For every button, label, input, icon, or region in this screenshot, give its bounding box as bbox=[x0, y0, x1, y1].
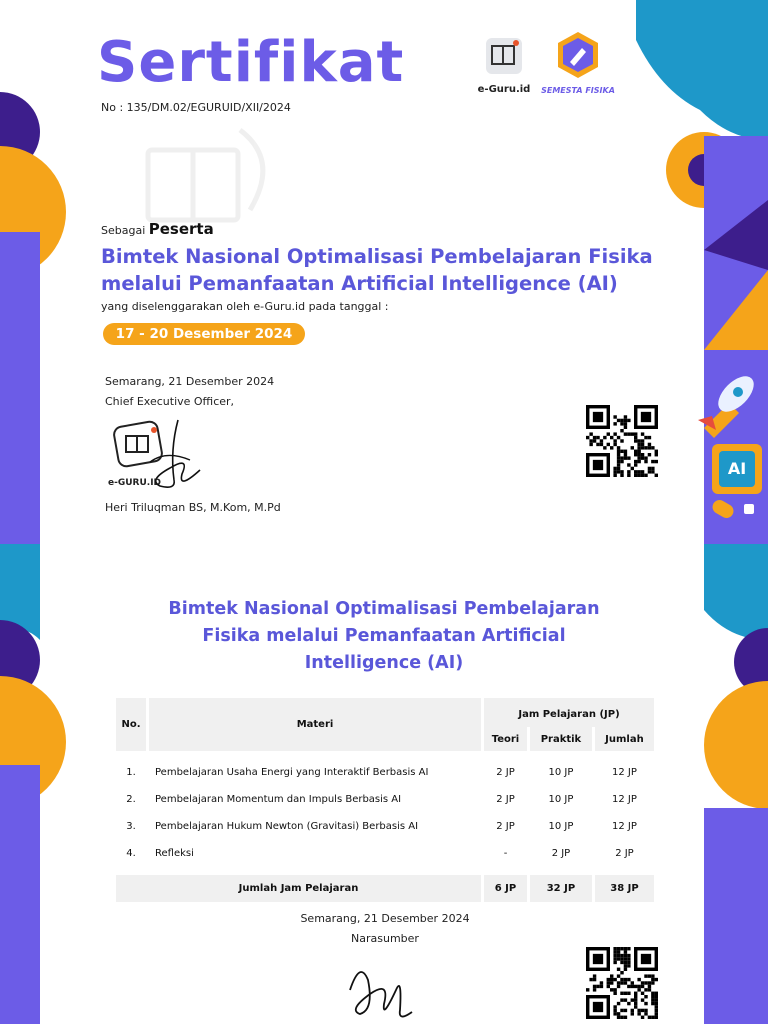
row-jumlah: 12 JP bbox=[612, 794, 637, 805]
total-row bbox=[116, 875, 654, 902]
table-row bbox=[116, 813, 654, 840]
header-teori: Teori bbox=[484, 727, 527, 751]
eguru-logo-label: e-Guru.id bbox=[477, 84, 531, 95]
row-praktik: 2 JP bbox=[551, 848, 571, 859]
header-no: No. bbox=[116, 698, 146, 751]
total-label: Jumlah Jam Pelajaran bbox=[116, 875, 481, 902]
row-materi: Pembelajaran Usaha Energi yang Interaktif Berbasis AI bbox=[155, 767, 429, 778]
header-materi: Materi bbox=[149, 698, 481, 751]
table-row bbox=[116, 786, 654, 813]
table-row bbox=[116, 759, 654, 786]
certificate-number: No : 135/DM.02/EGURUID/XII/2024 bbox=[101, 101, 291, 114]
qr-code bbox=[586, 405, 658, 477]
place-date: Semarang, 21 Desember 2024 bbox=[105, 375, 275, 388]
row-materi: Pembelajaran Hukum Newton (Gravitasi) Berbasis AI bbox=[155, 821, 419, 832]
header-jumlah: Jumlah bbox=[595, 727, 654, 751]
role-prefix: Sebagai bbox=[101, 224, 146, 237]
qr-code bbox=[586, 947, 658, 1019]
course-title bbox=[101, 243, 681, 297]
row-teori: 2 JP bbox=[496, 767, 515, 778]
eguru-logo-icon bbox=[482, 34, 526, 78]
table-row bbox=[116, 840, 654, 867]
row-no: 3. bbox=[126, 821, 136, 832]
table-title-line3: Intelligence (AI) bbox=[304, 653, 464, 673]
row-teori: 2 JP bbox=[496, 821, 515, 832]
signer-name: Heri Triluqman BS, M.Kom, M.Pd bbox=[105, 501, 281, 514]
role: Peserta bbox=[148, 220, 214, 238]
role-line bbox=[101, 220, 214, 238]
ceo-signature bbox=[130, 410, 210, 500]
course-title-line2: melalui Pemanfaatan Artificial Intelligence (AI) bbox=[101, 272, 618, 295]
semesta-fisika-logo bbox=[540, 30, 616, 95]
eguru-logo bbox=[474, 34, 534, 95]
total-praktik: 32 JP bbox=[530, 875, 592, 902]
jp-table bbox=[113, 698, 657, 902]
row-no: 4. bbox=[126, 848, 136, 859]
row-no: 1. bbox=[126, 767, 136, 778]
row-jumlah: 12 JP bbox=[612, 821, 637, 832]
row-praktik: 10 JP bbox=[548, 767, 574, 778]
speaker-signature bbox=[340, 950, 420, 1024]
ai-badge-label: AI bbox=[719, 451, 755, 487]
row-materi: Refleksi bbox=[155, 848, 194, 859]
row-teori: - bbox=[503, 848, 508, 859]
footer-role: Narasumber bbox=[351, 932, 419, 945]
row-jumlah: 2 JP bbox=[615, 848, 634, 859]
row-materi: Pembelajaran Momentum dan Impuls Berbasis AI bbox=[155, 794, 402, 805]
semesta-fisika-logo-icon bbox=[554, 30, 602, 80]
total-jumlah: 38 JP bbox=[595, 875, 654, 902]
date-range-badge: 17 - 20 Desember 2024 bbox=[103, 323, 305, 345]
table-title bbox=[114, 596, 654, 677]
course-title-line1: Bimtek Nasional Optimalisasi Pembelajaran Fisika bbox=[101, 245, 653, 268]
row-praktik: 10 JP bbox=[548, 821, 574, 832]
table-title-line2: Fisika melalui Pemanfaatan Artificial bbox=[202, 626, 566, 646]
header-jp: Jam Pelajaran (JP) bbox=[484, 698, 654, 727]
signer-title: Chief Executive Officer, bbox=[105, 395, 235, 408]
certificate-title: Sertifikat bbox=[97, 30, 405, 95]
rocket-icon bbox=[694, 368, 760, 438]
table-title-line1: Bimtek Nasional Optimalisasi Pembelajaran bbox=[168, 599, 600, 619]
decorative-dot bbox=[744, 504, 754, 514]
row-jumlah: 12 JP bbox=[612, 767, 637, 778]
semesta-fisika-logo-label: SEMESTA FISIKA bbox=[541, 86, 615, 95]
row-no: 2. bbox=[126, 794, 136, 805]
header-praktik: Praktik bbox=[530, 727, 592, 751]
held-by-text: yang diselenggarakan oleh e-Guru.id pada tanggal : bbox=[101, 300, 389, 313]
row-teori: 2 JP bbox=[496, 794, 515, 805]
row-praktik: 10 JP bbox=[548, 794, 574, 805]
stamp-label: e-GURU.ID bbox=[108, 478, 162, 488]
total-teori: 6 JP bbox=[484, 875, 527, 902]
ai-chip-icon bbox=[712, 444, 762, 494]
footer-place-date: Semarang, 21 Desember 2024 bbox=[300, 912, 470, 925]
